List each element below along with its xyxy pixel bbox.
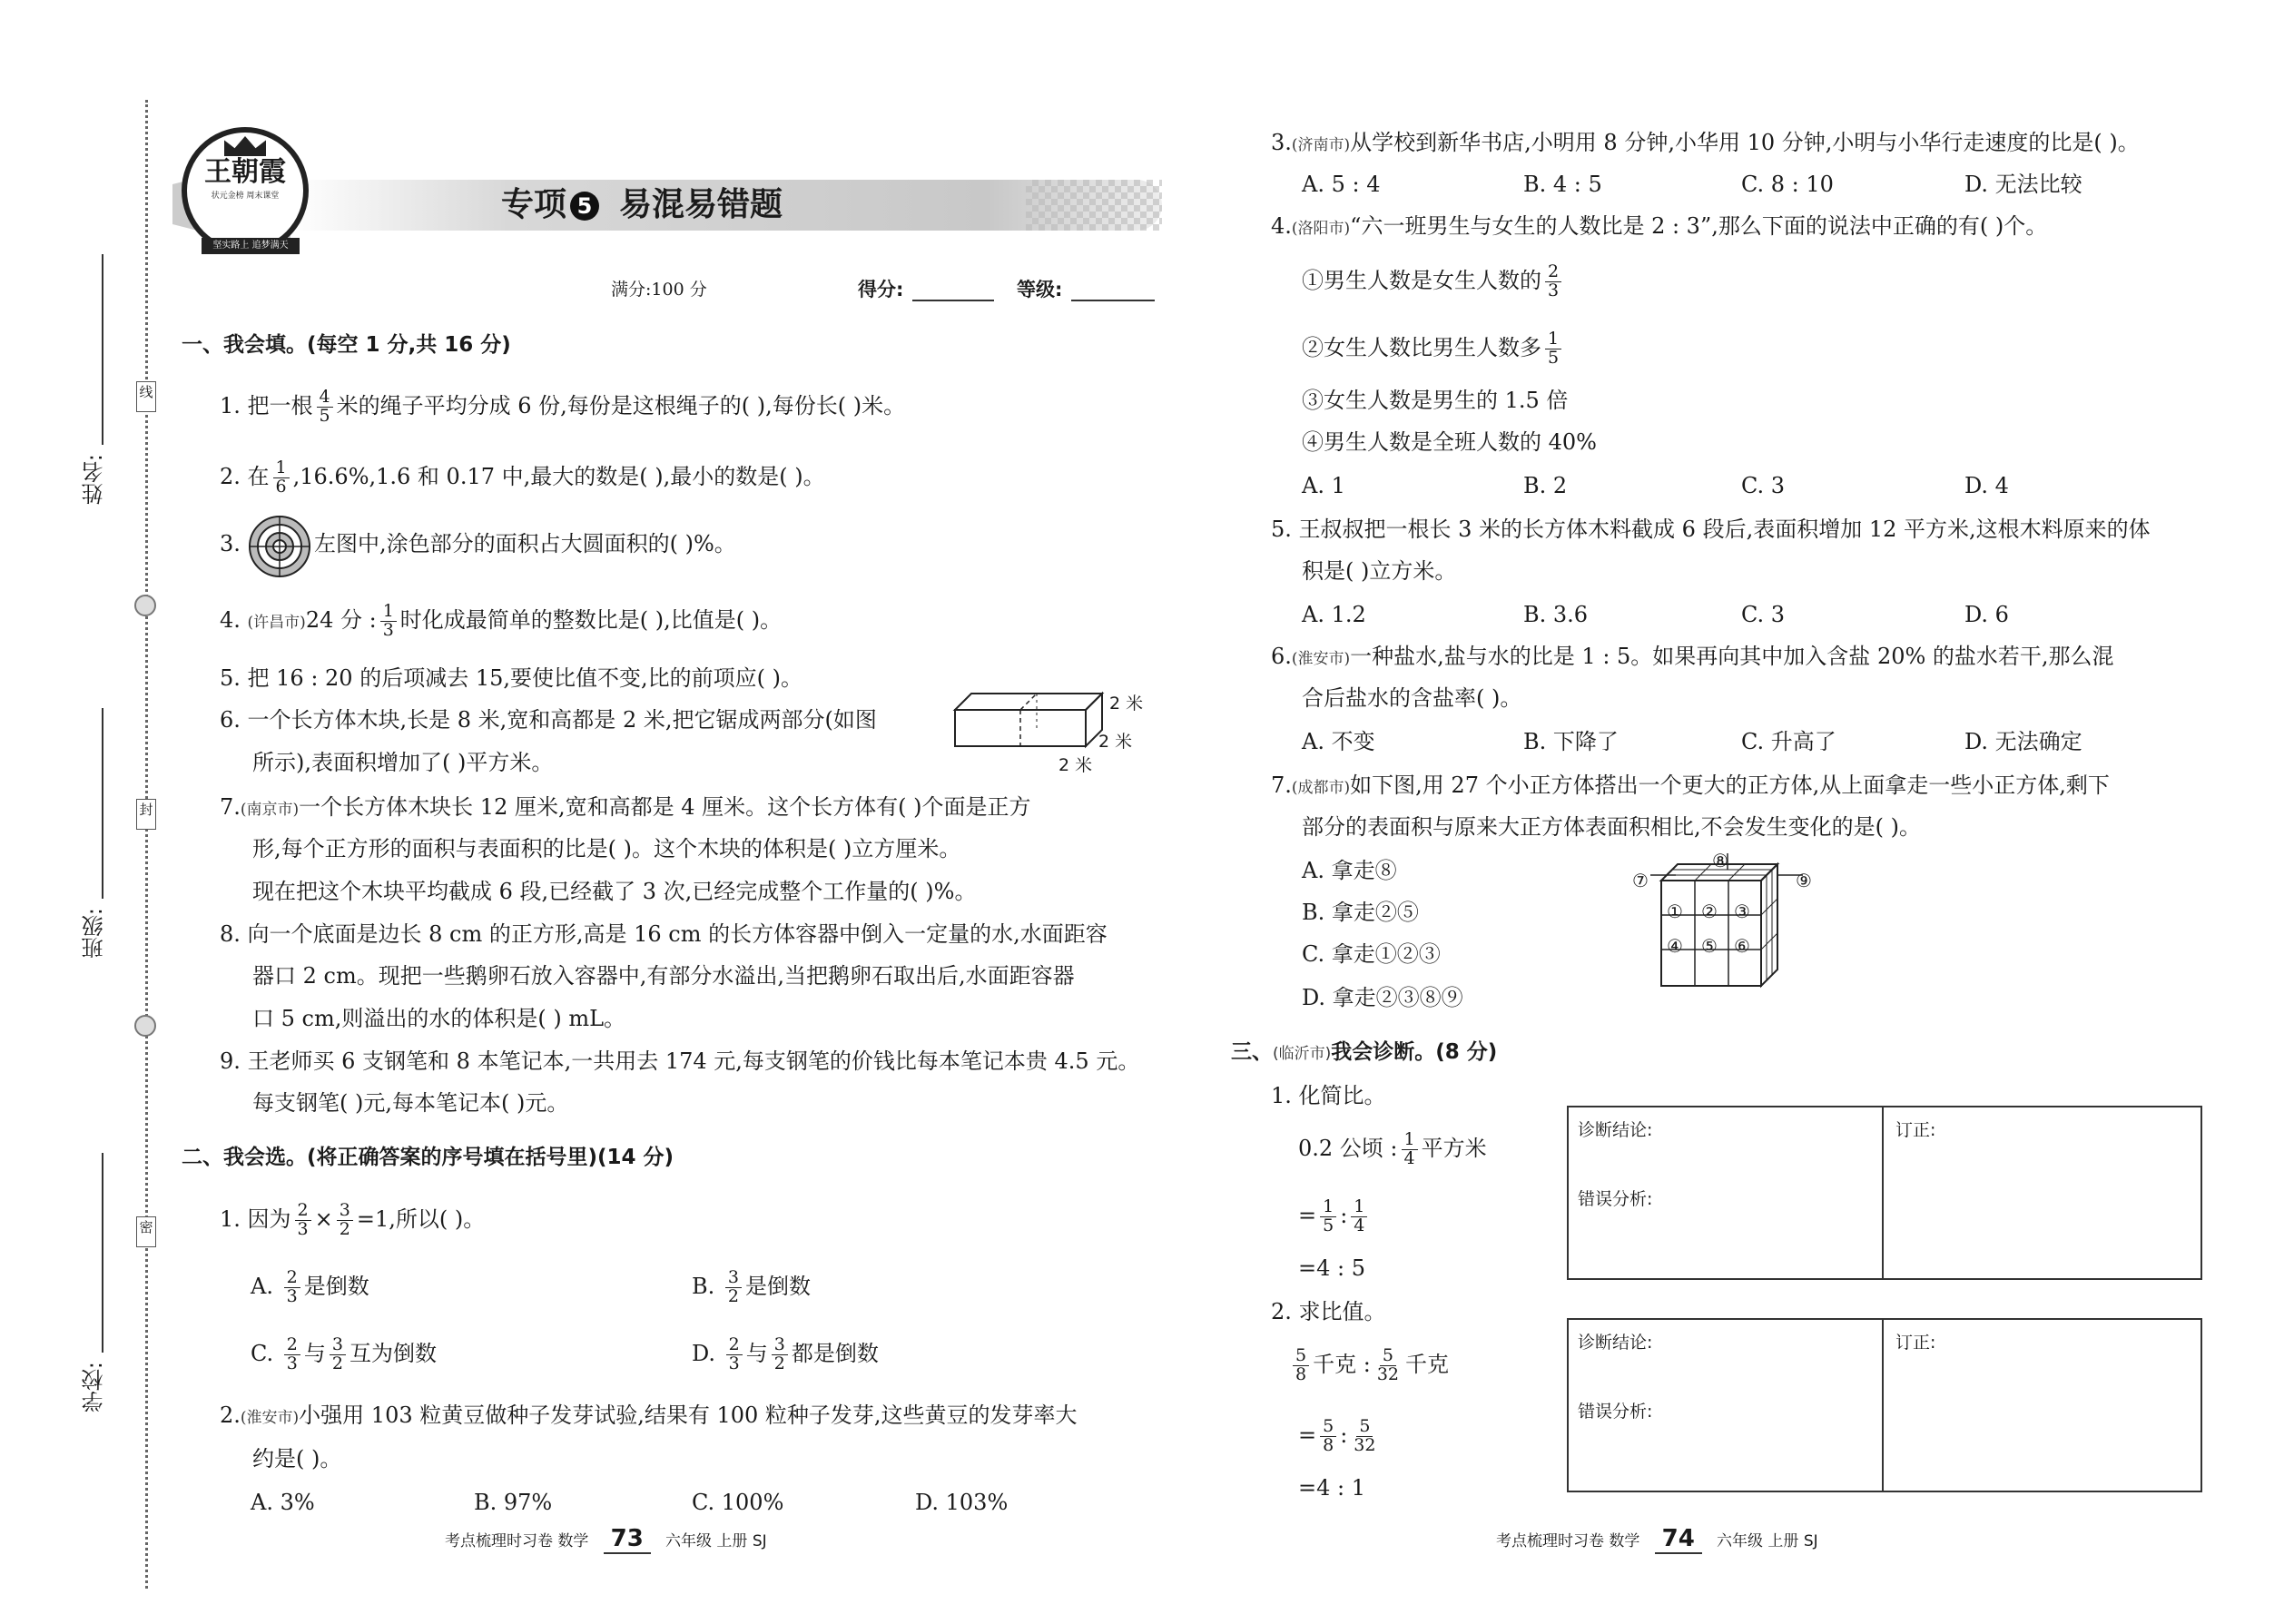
s2-q5-option-d: D. 6 bbox=[1964, 602, 2009, 627]
s2-q2-option-d: D. 103% bbox=[915, 1490, 1009, 1515]
s2-q4-option-d: D. 4 bbox=[1964, 473, 2009, 498]
s2-question-2-line1: 2.(淮安市)小强用 103 粒黄豆做种子发芽试验,结果有 100 粒种子发芽,这些黄豆的发芽率大 bbox=[220, 1403, 1078, 1428]
s3-problem-1: 1. 化简比。 bbox=[1271, 1083, 1386, 1108]
s2-q4-option-b: B. 2 bbox=[1523, 473, 1568, 498]
s2-q3-option-a: A. 5 : 4 bbox=[1302, 172, 1381, 197]
s3-problem-2: 2. 求比值。 bbox=[1271, 1299, 1386, 1324]
cut-mark-xian: 线 bbox=[136, 381, 156, 412]
s2-q5-option-b: B. 3.6 bbox=[1523, 602, 1589, 627]
page-number-right: 74 bbox=[1655, 1525, 1702, 1554]
binding-hole-icon bbox=[134, 595, 156, 616]
s2-question-2-line2: 约是( )。 bbox=[252, 1446, 342, 1471]
logo-crown-icon bbox=[224, 136, 266, 156]
logo-subtitle: 状元金榜 周末课堂 bbox=[211, 192, 280, 201]
s2-question-7-line2: 部分的表面积与原来大正方体表面积相比,不会发生变化的是( )。 bbox=[1302, 814, 1921, 840]
checker-decoration bbox=[1026, 180, 1162, 231]
s2-q1-option-b: B. $\frac{3}{2}$ 是倒数 bbox=[692, 1267, 811, 1306]
diagnosis-conclusion-label: 诊断结论: bbox=[1578, 1333, 1653, 1353]
s2-q3-option-d: D. 无法比较 bbox=[1964, 172, 2082, 197]
cube-label: ③ bbox=[1734, 901, 1750, 922]
s2-q5-option-a: A. 1.2 bbox=[1302, 602, 1366, 627]
cut-mark-feng: 封 bbox=[136, 799, 156, 830]
diagnosis-conclusion-label: 诊断结论: bbox=[1578, 1120, 1653, 1140]
cube-label: ⑥ bbox=[1734, 935, 1750, 957]
student-school-line bbox=[102, 1153, 103, 1353]
cuboid-width-label: 2 米 bbox=[1098, 732, 1133, 752]
s1-question-6-line1: 6. 一个长方体木块,长是 8 米,宽和高都是 2 米,把它锯成两部分(如图 bbox=[220, 707, 877, 733]
brand-logo bbox=[182, 127, 309, 254]
s1-question-7-line1: 7.(南京市)一个长方体木块长 12 厘米,宽和高都是 4 厘米。这个长方体有( )个面是正方 bbox=[220, 794, 1031, 820]
s2-q4-statement-1: ①男生人数是女生人数的 $\frac{2}{3}$ bbox=[1302, 258, 1565, 303]
s1-question-3: 3. bbox=[220, 531, 241, 556]
grade-input[interactable] bbox=[1071, 300, 1155, 301]
student-name-label: 姓名: bbox=[82, 454, 107, 506]
section-2-title: 二、我会选。(将正确答案的序号填在括号里)(14 分) bbox=[182, 1146, 674, 1169]
s2-q3-option-c: C. 8 : 10 bbox=[1741, 172, 1834, 197]
s1-question-6-line2: 所示),表面积增加了( )平方米。 bbox=[252, 750, 554, 775]
s2-q2-option-c: C. 100% bbox=[692, 1490, 784, 1515]
s2-q6-option-c: C. 升高了 bbox=[1741, 729, 1836, 754]
cube-label: ⑧ bbox=[1712, 850, 1728, 871]
section-3-title: 三、(临沂市)我会诊断。(8 分) bbox=[1231, 1040, 1498, 1064]
s1-question-7-line2: 形,每个正方形的面积与表面积的比是( )。这个木块的体积是( )立方厘米。 bbox=[252, 836, 961, 861]
s1-question-7-line3: 现在把这个木块平均截成 6 段,已经截了 3 次,已经完成整个工作量的( )%。 bbox=[252, 879, 977, 904]
s2-q1-option-d: D. $\frac{2}{3}$ 与 $\frac{3}{2}$ 都是倒数 bbox=[692, 1334, 879, 1373]
s2-q7-option-c: C. 拿走①②③ bbox=[1302, 941, 1441, 967]
student-class-label: 班级: bbox=[82, 908, 107, 960]
cube-label: ① bbox=[1667, 901, 1683, 922]
s2-question-7-line1: 7.(成都市)如下图,用 27 个小正方体搭出一个更大的正方体,从上面拿走一些小正方体,剩下 bbox=[1271, 773, 2110, 798]
cube-label: ② bbox=[1701, 901, 1718, 922]
s2-question-3: 3.(济南市)从学校到新华书店,小明用 8 分钟,小华用 10 分钟,小明与小华行走速度的比是( )。 bbox=[1271, 130, 2140, 155]
s1-question-9-line2: 每支钢笔( )元,每本笔记本( )元。 bbox=[252, 1090, 569, 1116]
cube-label: ⑤ bbox=[1701, 935, 1718, 957]
s2-question-4: 4.(洛阳市)“六一班男生与女生的人数比是 2 : 3”,那么下面的说法中正确的有( )个。 bbox=[1271, 213, 2048, 239]
s2-q1-option-c: C. $\frac{2}{3}$ 与 $\frac{3}{2}$ 互为倒数 bbox=[251, 1334, 437, 1373]
s1-question-1: 1. 把一根 $\frac{4}{5}$ 米的绳子平均分成 6 份,每份是这根绳子的( ),每份长( )米。 bbox=[220, 387, 906, 426]
s1-question-8-line3: 口 5 cm,则溢出的水的体积是( ) mL。 bbox=[252, 1006, 626, 1031]
s1-question-9-line1: 9. 王老师买 6 支钢笔和 8 本笔记本,一共用去 174 元,每支钢笔的价钱比每本笔记本贵 4.5 元。 bbox=[220, 1048, 1140, 1074]
s1-question-8-line2: 器口 2 cm。现把一些鹅卵石放入容器中,有部分水溢出,当把鹅卵石取出后,水面距容器 bbox=[252, 963, 1075, 989]
s2-q4-statement-2: ②女生人数比男生人数多 $\frac{1}{5}$ bbox=[1302, 325, 1565, 370]
s2-q4-option-c: C. 3 bbox=[1741, 473, 1786, 498]
s2-q6-option-b: B. 下降了 bbox=[1523, 729, 1619, 754]
s2-question-5-line1: 5. 王叔叔把一根长 3 米的长方体木料截成 6 段后,表面积增加 12 平方米,这根木料原来的体 bbox=[1271, 517, 2151, 542]
s1-question-3-text: 左图中,涂色部分的面积占大圆面积的( )%。 bbox=[314, 531, 736, 556]
error-analysis-label: 错误分析: bbox=[1578, 1189, 1653, 1209]
s2-q4-statement-3: ③女生人数是男生的 1.5 倍 bbox=[1302, 388, 1569, 413]
footer-right: 考点梳理时习卷 数学 74 六年级 上册 SJ bbox=[1496, 1525, 1818, 1552]
logo-name: 王朝霞 bbox=[204, 156, 286, 188]
correction-label: 订正: bbox=[1895, 1333, 1936, 1353]
score-input[interactable] bbox=[912, 300, 994, 301]
s3-p1-step-2: = $\frac{1}{5}$ : $\frac{1}{4}$ bbox=[1298, 1193, 1371, 1238]
s2-q4-statement-4: ④男生人数是全班人数的 40% bbox=[1302, 429, 1597, 455]
s1-question-5: 5. 把 16 : 20 的后项减去 15,要使比值不变,比的前项应( )。 bbox=[220, 665, 802, 691]
s2-q4-option-a: A. 1 bbox=[1302, 473, 1345, 498]
section-1-title: 一、我会填。(每空 1 分,共 16 分) bbox=[182, 333, 511, 357]
s1-question-2: 2. 在 $\frac{1}{6}$ ,16.6%,1.6 和 0.17 中,最大的数是( ),最小的数是( )。 bbox=[220, 458, 825, 497]
binding-dotted-line bbox=[145, 100, 148, 1589]
diagnosis-box-1[interactable] bbox=[1567, 1106, 2202, 1280]
s1-question-4: 4. (许昌市)24 分 : $\frac{1}{3}$ 时化成最简单的整数比是( ),比值是( )。 bbox=[220, 601, 783, 640]
s2-q2-option-b: B. 97% bbox=[474, 1490, 553, 1515]
s3-p1-step-1: 0.2 公顷 : $\frac{1}{4}$ 平方米 bbox=[1298, 1129, 1487, 1168]
s2-q2-option-a: A. 3% bbox=[251, 1490, 315, 1515]
s2-q7-option-b: B. 拿走②⑤ bbox=[1302, 900, 1419, 925]
student-name-line bbox=[102, 254, 103, 445]
s1-question-8-line1: 8. 向一个底面是边长 8 cm 的正方形,高是 16 cm 的长方体容器中倒入一定量的水,水面距容 bbox=[220, 921, 1108, 947]
s2-q6-option-d: D. 无法确定 bbox=[1964, 729, 2082, 754]
full-score: 满分:100 分 bbox=[611, 280, 707, 300]
s2-question-5-line2: 积是( )立方米。 bbox=[1302, 558, 1457, 584]
s3-p1-step-3: =4 : 5 bbox=[1298, 1255, 1365, 1281]
s3-p2-step-3: =4 : 1 bbox=[1298, 1475, 1365, 1501]
student-school-label: 学校: bbox=[82, 1362, 107, 1413]
cube-label: ⑦ bbox=[1632, 870, 1649, 891]
score-label: 得分: bbox=[858, 279, 904, 300]
s2-q7-option-a: A. 拿走⑧ bbox=[1302, 858, 1397, 883]
s2-q1-option-a: A. $\frac{2}{3}$ 是倒数 bbox=[251, 1267, 369, 1306]
student-class-line bbox=[102, 708, 103, 899]
page-title: 专项 5 易混易错题 bbox=[501, 186, 783, 223]
cube-label: ⑨ bbox=[1796, 870, 1812, 891]
grade-label: 等级: bbox=[1017, 279, 1063, 300]
correction-label: 订正: bbox=[1895, 1120, 1936, 1140]
error-analysis-label: 错误分析: bbox=[1578, 1402, 1653, 1422]
binding-hole-icon bbox=[134, 1015, 156, 1037]
s2-question-6-line1: 6.(淮安市)一种盐水,盐与水的比是 1 : 5。如果再向其中加入含盐 20% 的盐水若干,那么混 bbox=[1271, 644, 2114, 669]
cube-label: ④ bbox=[1667, 935, 1683, 957]
s2-question-6-line2: 合后盐水的含盐率( )。 bbox=[1302, 685, 1522, 711]
cuboid-height-label: 2 米 bbox=[1109, 694, 1144, 714]
s2-q7-option-d: D. 拿走②③⑧⑨ bbox=[1302, 985, 1463, 1010]
s3-p2-step-1: $\frac{5}{8}$ 千克 : $\frac{5}{32}$ 千克 bbox=[1293, 1342, 1449, 1387]
cut-mark-mi: 密 bbox=[136, 1216, 156, 1247]
s2-q3-option-b: B. 4 : 5 bbox=[1523, 172, 1602, 197]
diagnosis-box-2[interactable] bbox=[1567, 1318, 2202, 1492]
s2-q6-option-a: A. 不变 bbox=[1302, 729, 1375, 754]
s2-q5-option-c: C. 3 bbox=[1741, 602, 1786, 627]
s2-question-1: 1. 因为 $\frac{2}{3}$ × $\frac{3}{2}$ =1,所以( )。 bbox=[220, 1200, 486, 1239]
page-number-left: 73 bbox=[604, 1525, 651, 1554]
title-number-badge: 5 bbox=[570, 192, 599, 221]
cuboid-length-label: 2 米 bbox=[1058, 755, 1093, 775]
concentric-circles-figure bbox=[247, 514, 312, 579]
s3-p2-step-2: = $\frac{5}{8}$ : $\frac{5}{32}$ bbox=[1298, 1416, 1376, 1455]
footer-left: 考点梳理时习卷 数学 73 六年级 上册 SJ bbox=[445, 1525, 767, 1552]
logo-motto: 坚实路上 追梦满天 bbox=[202, 238, 300, 254]
